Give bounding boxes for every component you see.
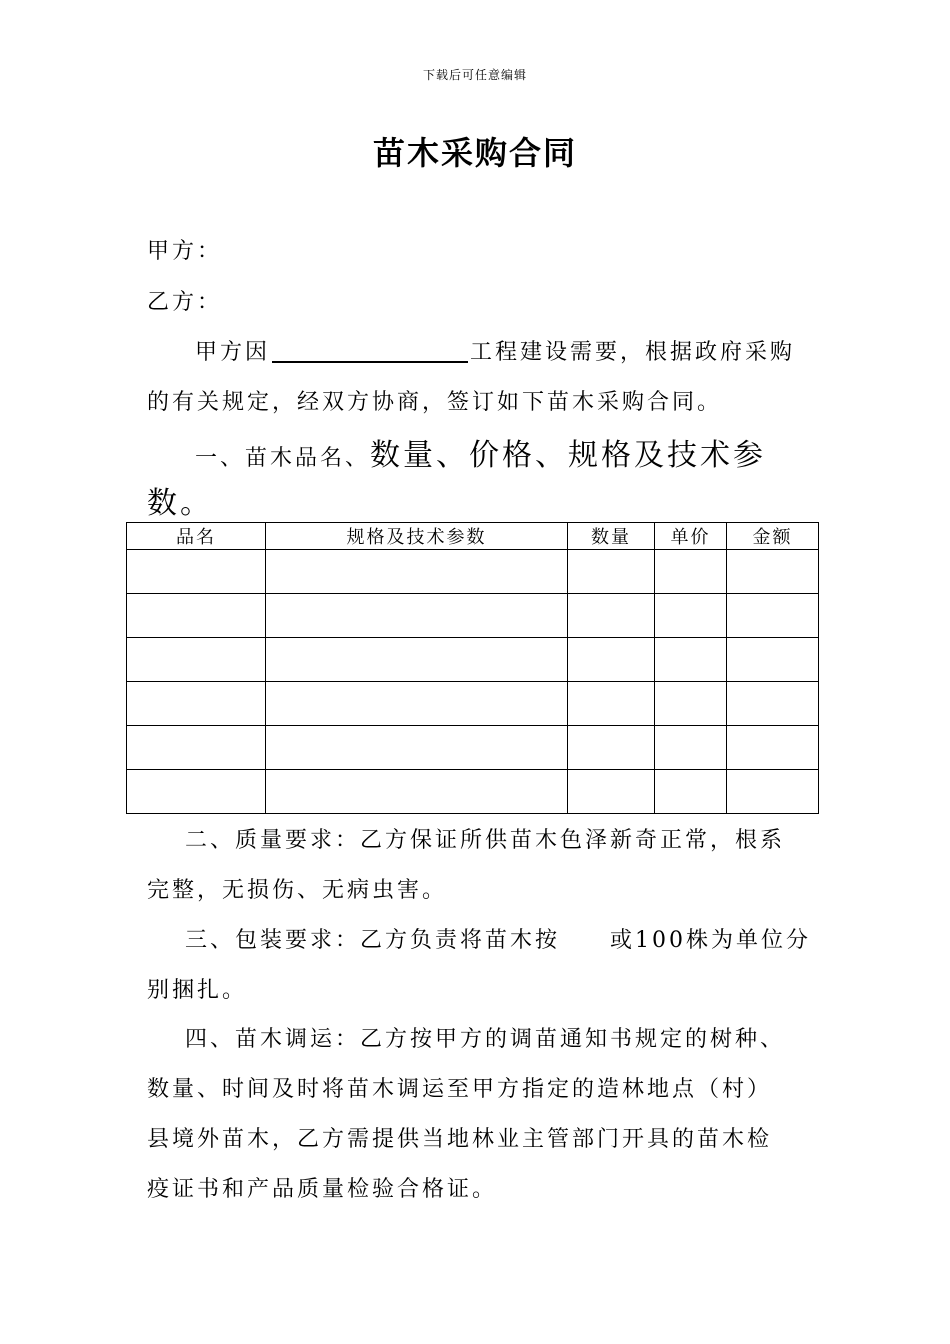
table-cell [727,550,819,594]
party-b-label: 乙方： [147,290,223,315]
table-cell [568,770,655,814]
table-cell [655,550,727,594]
section4-line-4: 疫证书和产品质量检验合格证。 [147,1177,498,1202]
table-cell [655,726,727,770]
project-name-blank [272,339,468,363]
table-cell [127,726,266,770]
table-cell [266,638,568,682]
table-cell [568,682,655,726]
table-row [127,550,819,594]
table-cell [568,638,655,682]
table-row [127,638,819,682]
table-cell [127,638,266,682]
table-cell [266,770,568,814]
table-cell [727,726,819,770]
table-cell [655,682,727,726]
header-name: 品名 [127,523,266,550]
table-cell [568,594,655,638]
intro-line-1 [195,335,795,366]
section4-line-1: 四、苗木调运：乙方按甲方的调苗通知书规定的树种、 [185,1027,786,1052]
section2-line-1: 二、质量要求：乙方保证所供苗木色泽新奇正常，根系 [185,828,786,853]
table-cell [127,682,266,726]
party-a-label: 甲方： [147,239,223,264]
table-cell [655,770,727,814]
header-amount: 金额 [727,523,819,550]
table-cell [127,770,266,814]
section3-line-2: 别捆扎。 [147,978,248,1003]
section3-line-1: 三、包装要求：乙方负责将苗木按 或100株为单位分 [185,928,811,953]
section4-line-3: 县境外苗木，乙方需提供当地林业主管部门开具的苗木检 [147,1127,773,1152]
table-row [127,594,819,638]
section4-line-2: 数量、时间及时将苗木调运至甲方指定的造林地点（村） [147,1077,773,1102]
table-cell [266,550,568,594]
table-row [127,770,819,814]
table-cell [568,550,655,594]
table-header-row [127,523,819,550]
table-cell [568,726,655,770]
table-cell [727,594,819,638]
table-cell [266,682,568,726]
table-cell [727,638,819,682]
intro-prefix: 甲方因 [195,340,271,365]
header-unit-price: 单价 [655,523,727,550]
intro-line-2: 的有关规定，经双方协商，签订如下苗木采购合同。 [147,390,723,415]
table-cell [266,594,568,638]
section1-large: 数量、价格、规格及技术参 [370,438,767,473]
table-cell [127,550,266,594]
section1-line-2: 数。 [147,486,213,521]
section1-heading [195,430,766,474]
section2-line-2: 完整，无损伤、无病虫害。 [147,878,448,903]
seedling-table [126,522,819,814]
table-row [127,682,819,726]
table-cell [655,594,727,638]
table-cell [727,770,819,814]
header-quantity: 数量 [568,523,655,550]
header-spec: 规格及技术参数 [266,523,568,550]
intro-suffix: 工程建设需要，根据政府采购 [470,340,796,365]
table-cell [266,726,568,770]
table-cell [127,594,266,638]
page-title: 苗木采购合同 [372,134,577,172]
section1-small: 一、苗木品名、 [195,446,371,471]
header-note: 下载后可任意编辑 [422,68,527,82]
table-cell [727,682,819,726]
table-row [127,726,819,770]
table-cell [655,638,727,682]
